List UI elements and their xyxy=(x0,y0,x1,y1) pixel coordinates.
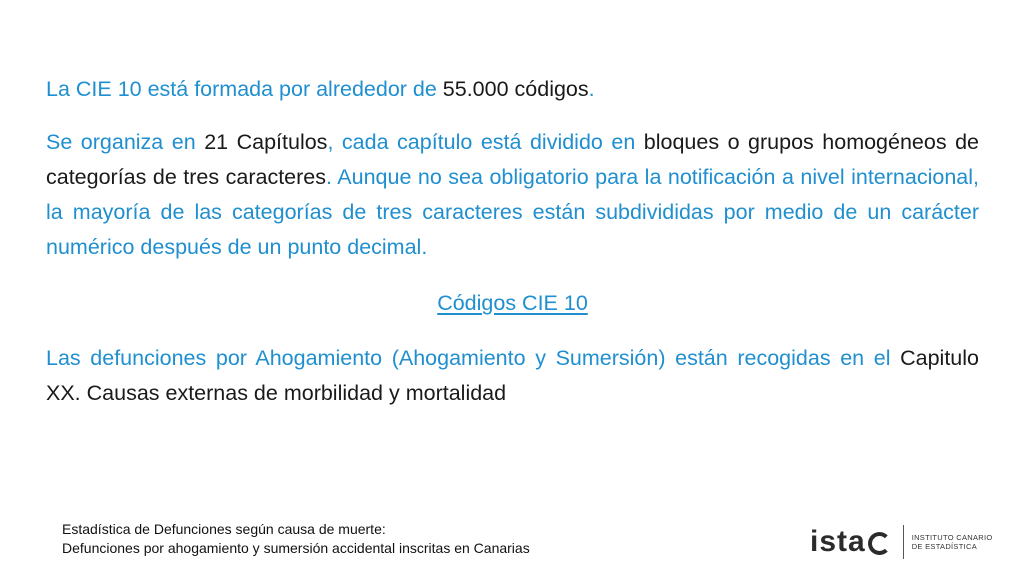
logo-c-icon xyxy=(868,532,891,555)
logo-wordmark xyxy=(810,527,891,557)
text-segment: Las defunciones por Ahogamiento (Ahogamiento y Sumersión) están recogidas en el xyxy=(46,346,901,370)
footer-caption xyxy=(62,520,530,558)
text-segment: , cada capítulo está dividido en xyxy=(327,130,644,154)
text-segment: Se organiza en xyxy=(46,130,205,154)
cie10-codes-link[interactable]: Códigos CIE 10 xyxy=(437,291,588,315)
paragraph-drowning xyxy=(46,341,979,411)
slide-body xyxy=(46,72,979,411)
logo-word-text: ista xyxy=(810,525,866,558)
istac-logo xyxy=(810,522,993,562)
paragraph-cie-codes xyxy=(46,72,979,107)
text-segment: carácter numérico xyxy=(46,200,979,259)
text-segment: La CIE 10 está formada por alrededor de xyxy=(46,77,443,101)
text-segment-highlight: Capitulo XX. Causas externas de morbilidad y mortalidad xyxy=(46,346,979,405)
logo-subtitle-line-2: DE ESTADÍSTICA xyxy=(911,542,978,551)
text-segment: . xyxy=(588,77,595,101)
paragraph-organization xyxy=(46,125,979,265)
text-segment-highlight: 21 Capítulos xyxy=(204,130,328,154)
logo-divider xyxy=(903,525,904,559)
logo-subtitle xyxy=(912,533,993,551)
text-segment: decimal. xyxy=(347,235,428,259)
text-segment: . Aunque no sea obligatorio para la notificación a nivel internacional, la mayoría de las categorías de tres caracteres están subdivididas por medio de un xyxy=(46,165,979,224)
text-segment-highlight: bloques o grupos homogéneos de categorías de tres caracteres xyxy=(46,130,980,189)
logo-subtitle-line-1: INSTITUTO CANARIO xyxy=(911,533,993,542)
text-segment: después de un punto xyxy=(134,235,348,259)
footer-line-2: Defunciones por ahogamiento y sumersión accidental inscritas en Canarias xyxy=(62,540,530,556)
link-row xyxy=(46,286,979,321)
footer-line-1: Estadística de Defunciones según causa de muerte: xyxy=(62,521,386,537)
text-segment-highlight: 55.000 códigos xyxy=(442,77,589,101)
